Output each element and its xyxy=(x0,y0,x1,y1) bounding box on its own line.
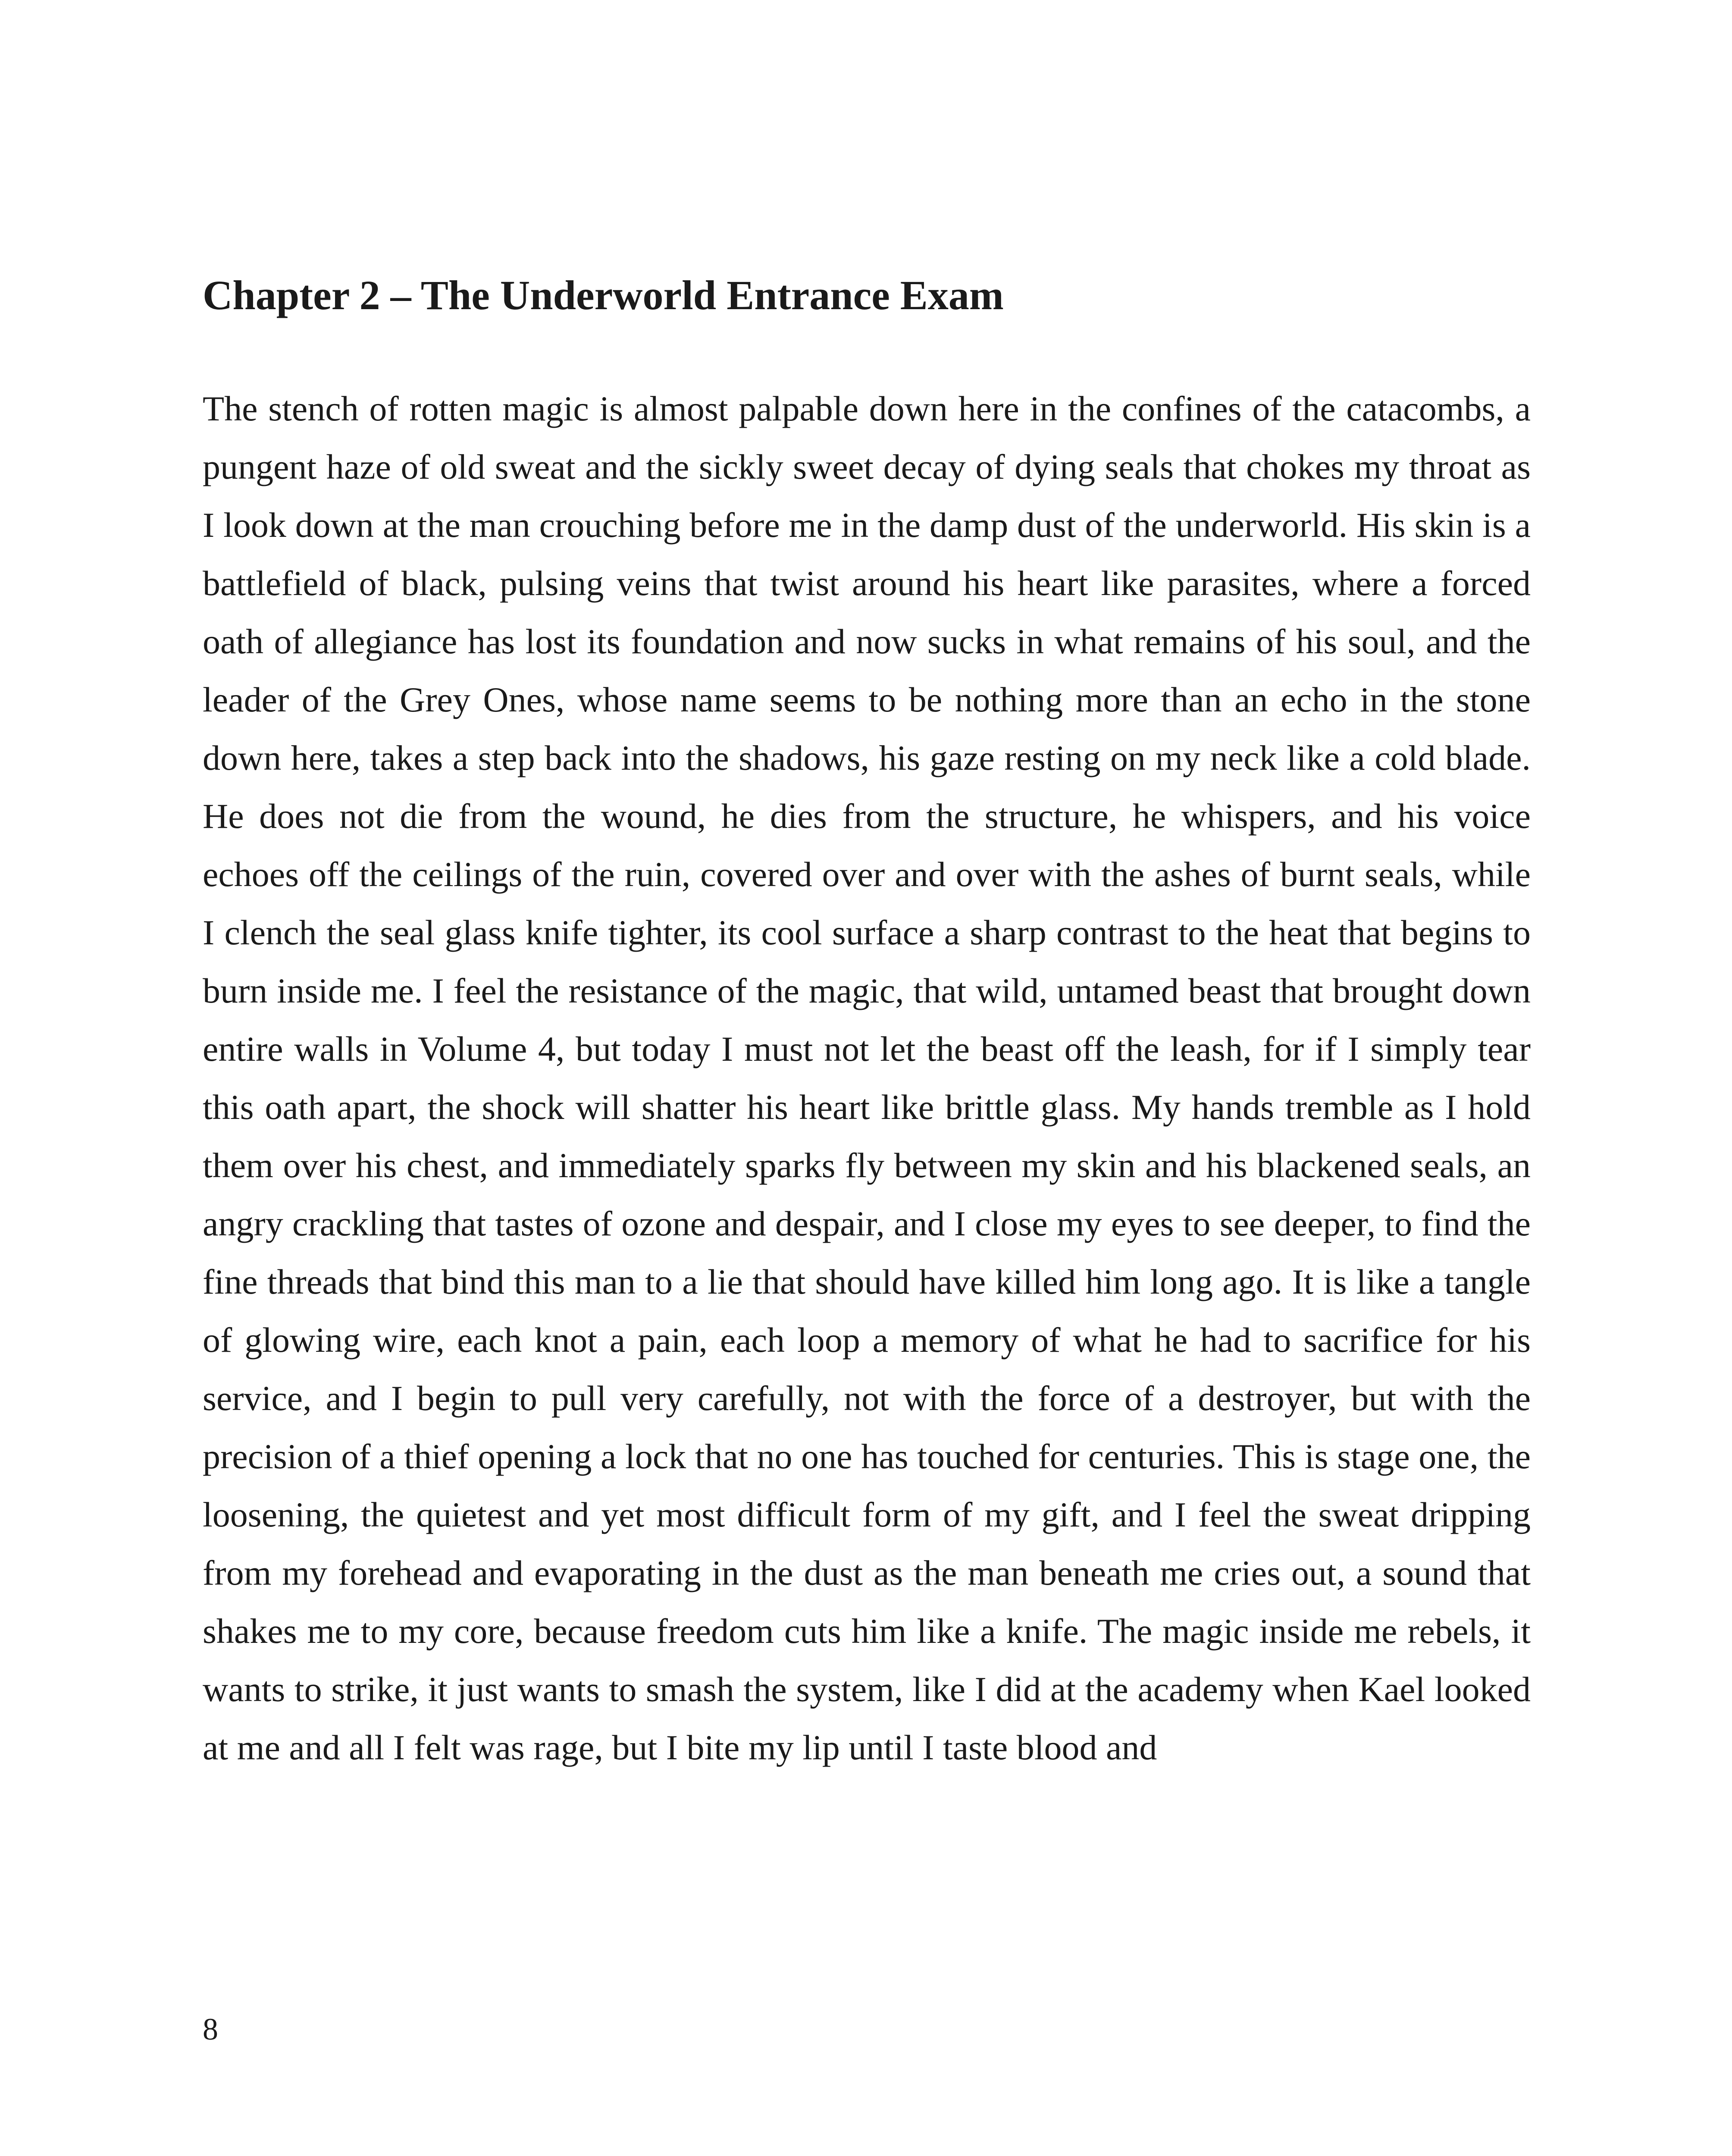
chapter-title: Chapter 2 – The Underworld Entrance Exam xyxy=(203,272,1004,318)
body-paragraph: The stench of rotten magic is almost palpable down here in the confines of the catacombs, a pungent haze of old sweat and the sickly sweet decay of dying seals that chokes my throat as I look down at the man crouching before me in the damp dust of the underworld. His skin is a battlefield of black, pulsing veins that twist around his heart like parasites, where a forced oath of allegiance has lost its foundation and now sucks in what remains of his soul, and the leader of the Grey Ones, whose name seems to be nothing more than an echo in the stone down here, takes a step back into the shadows, his gaze resting on my neck like a cold blade. He does not die from the wound, he dies from the structure, he whispers, and his voice echoes off the ceilings of the ruin, covered over and over with the ashes of burnt seals, while I clench the seal glass knife tighter, its cool surface a sharp contrast to the heat that begins to burn inside me. I feel the resistance of the magic, that wild, untamed beast that brought down entire walls in Volume 4, but today I must not let the beast off the leash, for if I simply tear this oath apart, the shock will shatter his heart like brittle glass. My hands tremble as I hold them over his chest, and immediately sparks fly between my skin and his blackened seals, an angry crackling that tastes of ozone and despair, and I close my eyes to see deeper, to find the fine threads that bind this man to a lie that should have killed him long ago. It is like a tangle of glowing wire, each knot a pain, each loop a memory of what he had to sacrifice for his service, and I begin to pull very carefully, not with the force of a destroyer, but with the precision of a thief opening a lock that no one has touched for centuries. This is stage one, the loosening, the quietest and yet most difficult form of my gift, and I feel the sweat dripping from my forehead and evaporating in the dust as the man beneath me cries out, a sound that shakes me to my core, because freedom cuts him like a knife. The magic inside me rebels, it wants to strike, it just wants to smash the system, like I did at the academy when Kael looked at me and all I felt was rage, but I bite my lip until I taste blood and xyxy=(203,389,1531,1767)
page-number: 8 xyxy=(203,2012,218,2046)
